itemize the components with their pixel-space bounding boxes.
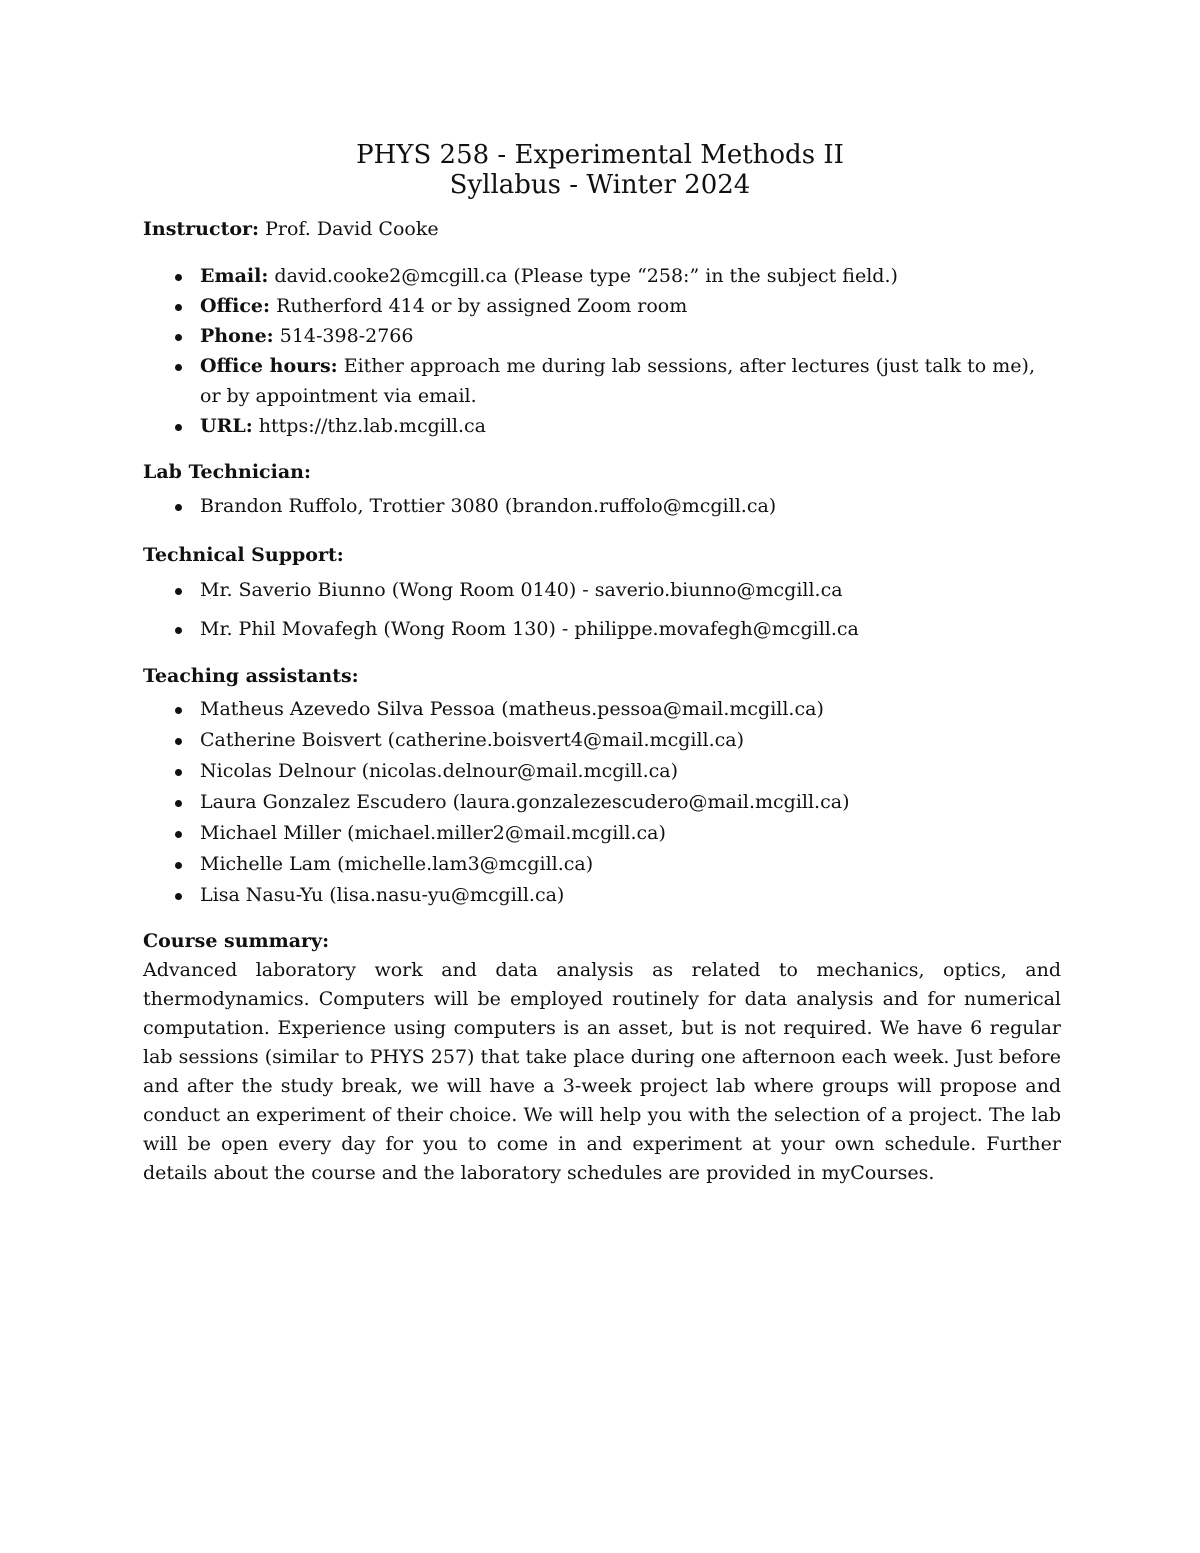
- lab-technician-heading: Lab Technician:: [143, 461, 311, 483]
- detail-value-url: https://thz.lab.mcgill.ca: [258, 415, 486, 437]
- technical-support-list: [143, 575, 1061, 645]
- instructor-label: Instructor:: [143, 218, 260, 240]
- instructor-line: [143, 214, 1061, 244]
- list-item: Matheus Azevedo Silva Pessoa (matheus.pessoa@mail.mcgill.ca): [143, 694, 1061, 725]
- document-body: [143, 214, 1061, 1188]
- list-item: Lisa Nasu-Yu (lisa.nasu-yu@mcgill.ca): [143, 880, 1061, 911]
- document-title: [0, 140, 1200, 200]
- lab-technician-list: [143, 491, 1061, 522]
- detail-label-url: URL:: [200, 415, 253, 437]
- list-item: Michelle Lam (michelle.lam3@mcgill.ca): [143, 849, 1061, 880]
- teaching-assistants-heading: Teaching assistants:: [143, 665, 359, 687]
- instructor-details-list: [143, 261, 1061, 441]
- teaching-assistants-list: [143, 694, 1061, 911]
- detail-label-office-hours: Office hours:: [200, 355, 338, 377]
- title-line-1: PHYS 258 - Experimental Methods II: [356, 140, 844, 170]
- detail-label-phone: Phone:: [200, 325, 274, 347]
- detail-value-office: Rutherford 414 or by assigned Zoom room: [276, 295, 688, 317]
- detail-label-office: Office:: [200, 295, 271, 317]
- technical-support-heading: Technical Support:: [143, 544, 344, 566]
- list-item: [143, 351, 1061, 411]
- course-summary-text: Advanced laboratory work and data analysis as related to mechanics, optics, and thermodynamics. Computers will be employed routinely for data analysis and for numerical computation. Experience using computers is an asset, but is not required. We have 6 regular lab sessions (similar to PHYS 257) that take place during one afternoon each week. Just before and after the study break, we will have a 3-week project lab where groups will propose and conduct an experiment of their choice. We will help you with the selection of a project. The lab will be open every day for you to come in and experiment at your own schedule. Further details about the course and the laboratory schedules are provided in myCourses.: [143, 959, 1061, 1184]
- detail-label-email: Email:: [200, 265, 269, 287]
- list-item: Catherine Boisvert (catherine.boisvert4@mail.mcgill.ca): [143, 725, 1061, 756]
- list-item: Brandon Ruffolo, Trottier 3080 (brandon.ruffolo@mcgill.ca): [143, 491, 1061, 522]
- title-line-2: Syllabus - Winter 2024: [449, 170, 751, 200]
- list-item: [143, 411, 1061, 441]
- list-item: Michael Miller (michael.miller2@mail.mcgill.ca): [143, 818, 1061, 849]
- detail-value-email: david.cooke2@mcgill.ca (Please type “258:” in the subject field.): [274, 265, 898, 287]
- list-item: [143, 321, 1061, 351]
- course-summary-heading: Course summary:: [143, 930, 330, 952]
- detail-value-office-hours: Either approach me during lab sessions, after lectures (just talk to me), or by appointment via email.: [200, 355, 1036, 407]
- list-item: Mr. Saverio Biunno (Wong Room 0140) - saverio.biunno@mcgill.ca: [143, 575, 1061, 606]
- list-item: Laura Gonzalez Escudero (laura.gonzalezescudero@mail.mcgill.ca): [143, 787, 1061, 818]
- instructor-name: Prof. David Cooke: [265, 218, 439, 240]
- list-item: [143, 261, 1061, 291]
- list-item: Mr. Phil Movafegh (Wong Room 130) - philippe.movafegh@mcgill.ca: [143, 614, 1061, 645]
- list-item: [143, 291, 1061, 321]
- list-item: Nicolas Delnour (nicolas.delnour@mail.mcgill.ca): [143, 756, 1061, 787]
- detail-value-phone: 514-398-2766: [279, 325, 414, 347]
